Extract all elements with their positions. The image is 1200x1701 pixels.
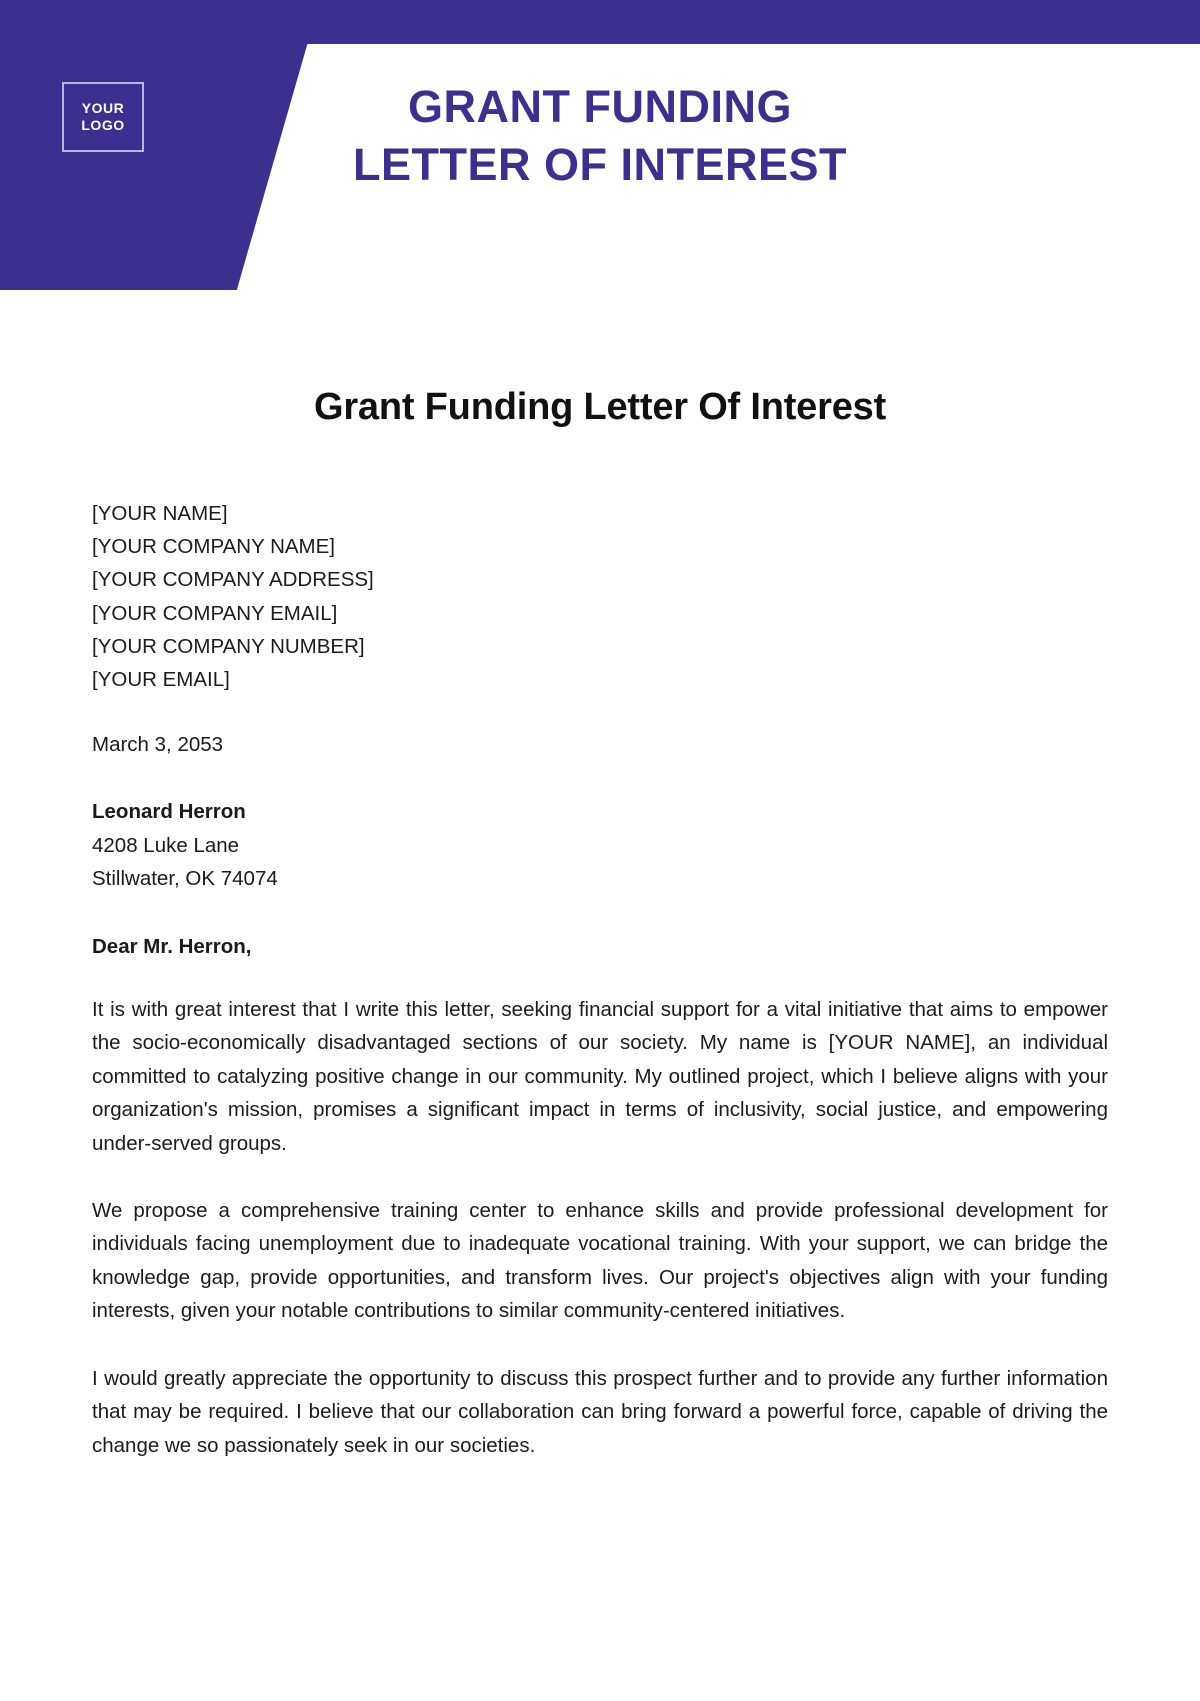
header-accent-shape — [0, 0, 320, 290]
sender-name: [YOUR NAME] — [92, 502, 228, 525]
logo-line-1: YOUR — [81, 99, 125, 116]
header-title: GRANT FUNDING LETTER OF INTEREST — [352, 81, 847, 190]
page-title: Grant Funding Letter Of Interest — [313, 386, 887, 428]
letter-date: March 3, 2053 — [92, 733, 224, 757]
salutation: Dear Mr. Herron, — [92, 935, 252, 959]
sender-company-number: [YOUR COMPANY NUMBER] — [92, 634, 365, 658]
recipient-city-state-zip: Stillwater, OK 74074 — [92, 866, 278, 890]
body-paragraph-1: It is with great interest that I write this letter, seeking financial support for a vital initiative that aims to empower the socio-economically disadvantaged sections of our society. My name is [YOUR NAME], an individual committed to catalyzing positive change in our community. My outlined project, which I believe aligns with your organization's mission, promises a significant impact in terms of inclusivity, social justice, and empowering under-served groups. — [92, 998, 1108, 1155]
body-paragraph-2: We propose a comprehensive training center to enhance skills and provide professional development for individuals facing unemployment due to inadequate vocational training. With your support, we can bridge the knowledge gap, provide opportunities, and transform lives. Our project's objectives align with your funding interests, given your notable contributions to similar community-centered initiatives. — [92, 1199, 1108, 1323]
logo-placeholder — [62, 82, 144, 152]
sender-company-email: [YOUR COMPANY EMAIL] — [92, 601, 338, 625]
recipient-name: Leonard Herron — [92, 800, 246, 824]
sender-block — [92, 497, 1108, 696]
body-paragraph-3: I would greatly appreciate the opportunity to discuss this prospect further and to provide any further information that may be required. I believe that our collaboration can bring forward a powerful force, capable of driving the change we so passionately seek in our societies. — [92, 1366, 1108, 1457]
recipient-block — [92, 795, 1108, 895]
sender-company-name: [YOUR COMPANY NAME] — [92, 535, 335, 559]
sender-email: [YOUR EMAIL] — [92, 668, 230, 692]
sender-company-address: [YOUR COMPANY ADDRESS] — [92, 568, 374, 592]
logo-line-2: LOGO — [81, 117, 125, 133]
letter-page — [0, 386, 1200, 1462]
recipient-street: 4208 Luke Lane — [92, 833, 240, 857]
document-header — [0, 0, 1200, 290]
